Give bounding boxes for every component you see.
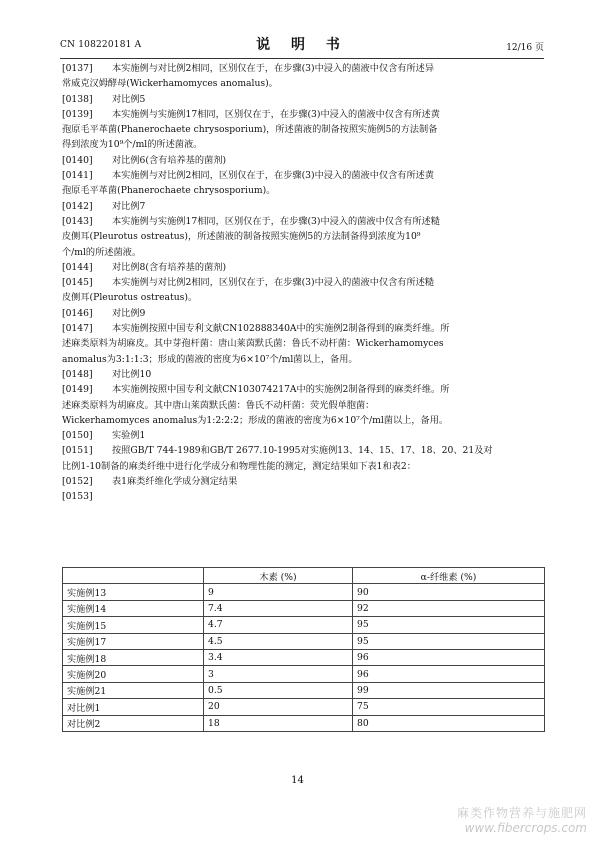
paragraph-line [62, 459, 544, 474]
paragraph-text: 本实施例按照中国专利文献CN103074217A中的实施例2制备得到的麻类纤维。所 [112, 384, 450, 396]
paragraph-number: [0148] [62, 368, 93, 380]
watermark-site-name: 麻类作物营养与施肥网 [456, 806, 587, 820]
paragraph-line [62, 153, 544, 168]
table-header-cell [63, 568, 204, 584]
paragraph-number: [0150] [62, 430, 93, 442]
table-cell: 对比例1 [63, 699, 204, 715]
paragraph-line [62, 367, 544, 382]
paragraph-line [62, 489, 544, 504]
table-cell: 0.5 [204, 682, 353, 698]
paragraph-text: 述麻类原料为胡麻皮。其中唐山莱茵默氏菌：鲁氏不动杆菌：荧光假单胞菌： [62, 399, 375, 411]
paragraph [62, 321, 544, 367]
paragraph-line [62, 260, 544, 275]
paragraph [62, 168, 544, 199]
paragraph-line [62, 306, 544, 321]
table-cell: 95 [353, 617, 545, 633]
table-cell: 实施例13 [63, 584, 204, 600]
paragraph-line [62, 290, 544, 305]
paragraph-line [62, 398, 544, 413]
paragraph-line [62, 107, 544, 122]
paragraph [62, 428, 544, 443]
table-row [63, 666, 545, 682]
paragraph-line [62, 214, 544, 229]
paragraph [62, 382, 544, 428]
paragraph-number: [0151] [62, 445, 93, 457]
paragraph-text: 本实施例与对比例2相同，区别仅在于，在步骤(3)中浸入的菌液中仅含有所述异 [112, 63, 435, 74]
paragraph [62, 443, 544, 474]
paragraph-number: [0147] [62, 323, 93, 335]
table-cell: 18 [204, 715, 353, 731]
paragraph-number: [0141] [62, 170, 93, 182]
paragraph-line [62, 352, 544, 367]
table-row [63, 682, 545, 698]
paragraph [62, 107, 544, 153]
watermark-url: www.fibercrops.com [464, 821, 587, 835]
table-cell: 实施例14 [63, 600, 204, 616]
table-row [63, 617, 545, 633]
patent-number: CN 108220181 A [60, 40, 142, 50]
paragraph-line [62, 168, 544, 183]
table-cell: 实施例20 [63, 666, 204, 682]
paragraph-line [62, 229, 544, 244]
table-row [63, 633, 545, 649]
paragraph-line [62, 382, 544, 397]
paragraph-number: [0149] [62, 384, 93, 396]
table-row [63, 699, 545, 715]
paragraph-text: 比例1-10制备的麻类纤维中进行化学成分和物理性能的测定，测定结果如下表1和表2： [62, 460, 416, 472]
table-cell: 20 [204, 699, 353, 715]
document-title: 说 明 书 [256, 37, 348, 53]
header-rule [60, 58, 544, 59]
paragraph-text: anomalus为3:1:1:3；形成的菌液的密度为6×10⁷个/ml菌以上，备用。 [62, 353, 358, 365]
paragraph [62, 367, 544, 382]
table-cell: 实施例21 [63, 682, 204, 698]
paragraph-text: 得到浓度为10⁹个/ml的所述菌液。 [62, 139, 203, 151]
table-cell: 92 [353, 600, 545, 616]
table-cell: 95 [353, 633, 545, 649]
paragraph [62, 275, 544, 306]
paragraph-line [62, 61, 544, 76]
paragraph-line [62, 183, 544, 198]
paragraph-number: [0138] [62, 93, 93, 105]
paragraph-number: [0140] [62, 154, 93, 166]
table-cell: 96 [353, 649, 545, 665]
paragraph-text: 对比例6(含有培养基的菌剂) [112, 154, 227, 166]
paragraph-text: 实验例1 [112, 430, 146, 442]
table-cell: 实施例17 [63, 633, 204, 649]
paragraph-number: [0146] [62, 307, 93, 319]
paragraph-line [62, 428, 544, 443]
paragraph-text: 对比例5 [112, 93, 146, 105]
paragraph-line [62, 413, 544, 428]
paragraph-number: [0142] [62, 200, 93, 212]
paragraph-text: 本实施例与对比例2相同，区别仅在于，在步骤(3)中浸入的菌液中仅含有所述糙 [112, 277, 435, 289]
table-cell: 对比例2 [63, 715, 204, 731]
paragraph-line [62, 137, 544, 152]
table-header-cell: α-纤维素 (%) [353, 568, 545, 584]
paragraph-line [62, 245, 544, 260]
composition-table [62, 567, 545, 732]
table-cell: 99 [353, 682, 545, 698]
paragraph-number: [0153] [62, 491, 93, 503]
paragraph-text: 常威克汉姆酵母(Wickerhamomyces anomalus)。 [62, 78, 278, 90]
paragraph [62, 61, 544, 92]
table-cell: 3.4 [204, 649, 353, 665]
table-header-row [63, 568, 545, 584]
paragraph-line [62, 76, 544, 91]
page-indicator: 12/16 页 [506, 43, 544, 53]
page-number: 14 [291, 775, 304, 786]
paragraph-line [62, 122, 544, 137]
paragraph-number: [0139] [62, 108, 93, 120]
paragraph-text: 按照GB/T 744-1989和GB/T 2677.10-1995对实施例13、14、15、17、18、20、21及对 [112, 445, 493, 457]
paragraph-text: 皮侧耳(Pleurotus ostreatus)，所述菌液的制备按照实施例5的方法制备得到浓度为10⁹ [62, 231, 421, 243]
paragraph-number: [0144] [62, 261, 93, 273]
paragraph-text: 对比例9 [112, 307, 146, 319]
table-header-cell: 木素 (%) [204, 568, 353, 584]
paragraph-line [62, 92, 544, 107]
table-cell: 80 [353, 715, 545, 731]
table-cell: 96 [353, 666, 545, 682]
watermark [457, 806, 587, 836]
paragraph [62, 306, 544, 321]
table-row [63, 584, 545, 600]
table-cell: 4.7 [204, 617, 353, 633]
paragraph-text: 对比例10 [112, 368, 152, 380]
paragraph-line [62, 336, 544, 351]
paragraph-text: 皮侧耳(Pleurotus ostreatus)。 [62, 292, 198, 304]
paragraph-text: 本实施例按照中国专利文献CN102888340A中的实施例2制备得到的麻类纤维。所 [112, 323, 450, 335]
table-cell: 3 [204, 666, 353, 682]
paragraph-line [62, 443, 544, 458]
paragraph [62, 260, 544, 275]
table-row [63, 649, 545, 665]
table-row [63, 715, 545, 731]
paragraph [62, 199, 544, 214]
paragraph-text: 本实施例与实施例17相同，区别仅在于，在步骤(3)中浸入的菌液中仅含有所述糙 [112, 215, 440, 227]
paragraph-text: 对比例7 [112, 200, 146, 212]
paragraph-text: 个/ml的所述菌液。 [62, 246, 142, 258]
paragraph-text: 述麻类原料为胡麻皮。其中芽孢杆菌：唐山莱茵默氏菌：鲁氏不动杆菌：Wickerhamomyces [62, 338, 444, 350]
table-cell: 75 [353, 699, 545, 715]
paragraph-text: 表1麻类纤维化学成分测定结果 [112, 476, 238, 488]
table-cell: 实施例18 [63, 649, 204, 665]
table-cell: 实施例15 [63, 617, 204, 633]
document-body [62, 61, 544, 505]
paragraph [62, 92, 544, 107]
table-cell: 7.4 [204, 600, 353, 616]
table-cell: 4.5 [204, 633, 353, 649]
paragraph-line [62, 275, 544, 290]
paragraph [62, 474, 544, 489]
paragraph [62, 214, 544, 260]
paragraph-text: 孢原毛平革菌(Phanerochaete chrysosporium)。 [62, 185, 276, 197]
paragraph-number: [0145] [62, 277, 93, 289]
table-cell: 90 [353, 584, 545, 600]
table-cell: 9 [204, 584, 353, 600]
table-row [63, 600, 545, 616]
paragraph-number: [0137] [62, 63, 93, 74]
paragraph-line [62, 199, 544, 214]
paragraph-text: Wickerhamomyces anomalus为1:2:2:2；形成的菌液的密度为6×10⁷个/ml菌以上，备用。 [62, 414, 449, 426]
paragraph-line [62, 321, 544, 336]
paragraph-number: [0152] [62, 476, 93, 488]
paragraph-text: 孢原毛平革菌(Phanerochaete chrysosporium)，所述菌液的制备按照实施例5的方法制备 [62, 124, 438, 136]
paragraph-text: 本实施例与实施例17相同，区别仅在于，在步骤(3)中浸入的菌液中仅含有所述黄 [112, 108, 440, 120]
paragraph-line [62, 474, 544, 489]
page-header [60, 34, 544, 56]
paragraph-number: [0143] [62, 215, 93, 227]
paragraph-text: 本实施例与对比例2相同，区别仅在于，在步骤(3)中浸入的菌液中仅含有所述黄 [112, 170, 435, 182]
paragraph [62, 489, 544, 504]
paragraph [62, 153, 544, 168]
paragraph-text: 对比例8(含有培养基的菌剂) [112, 261, 227, 273]
